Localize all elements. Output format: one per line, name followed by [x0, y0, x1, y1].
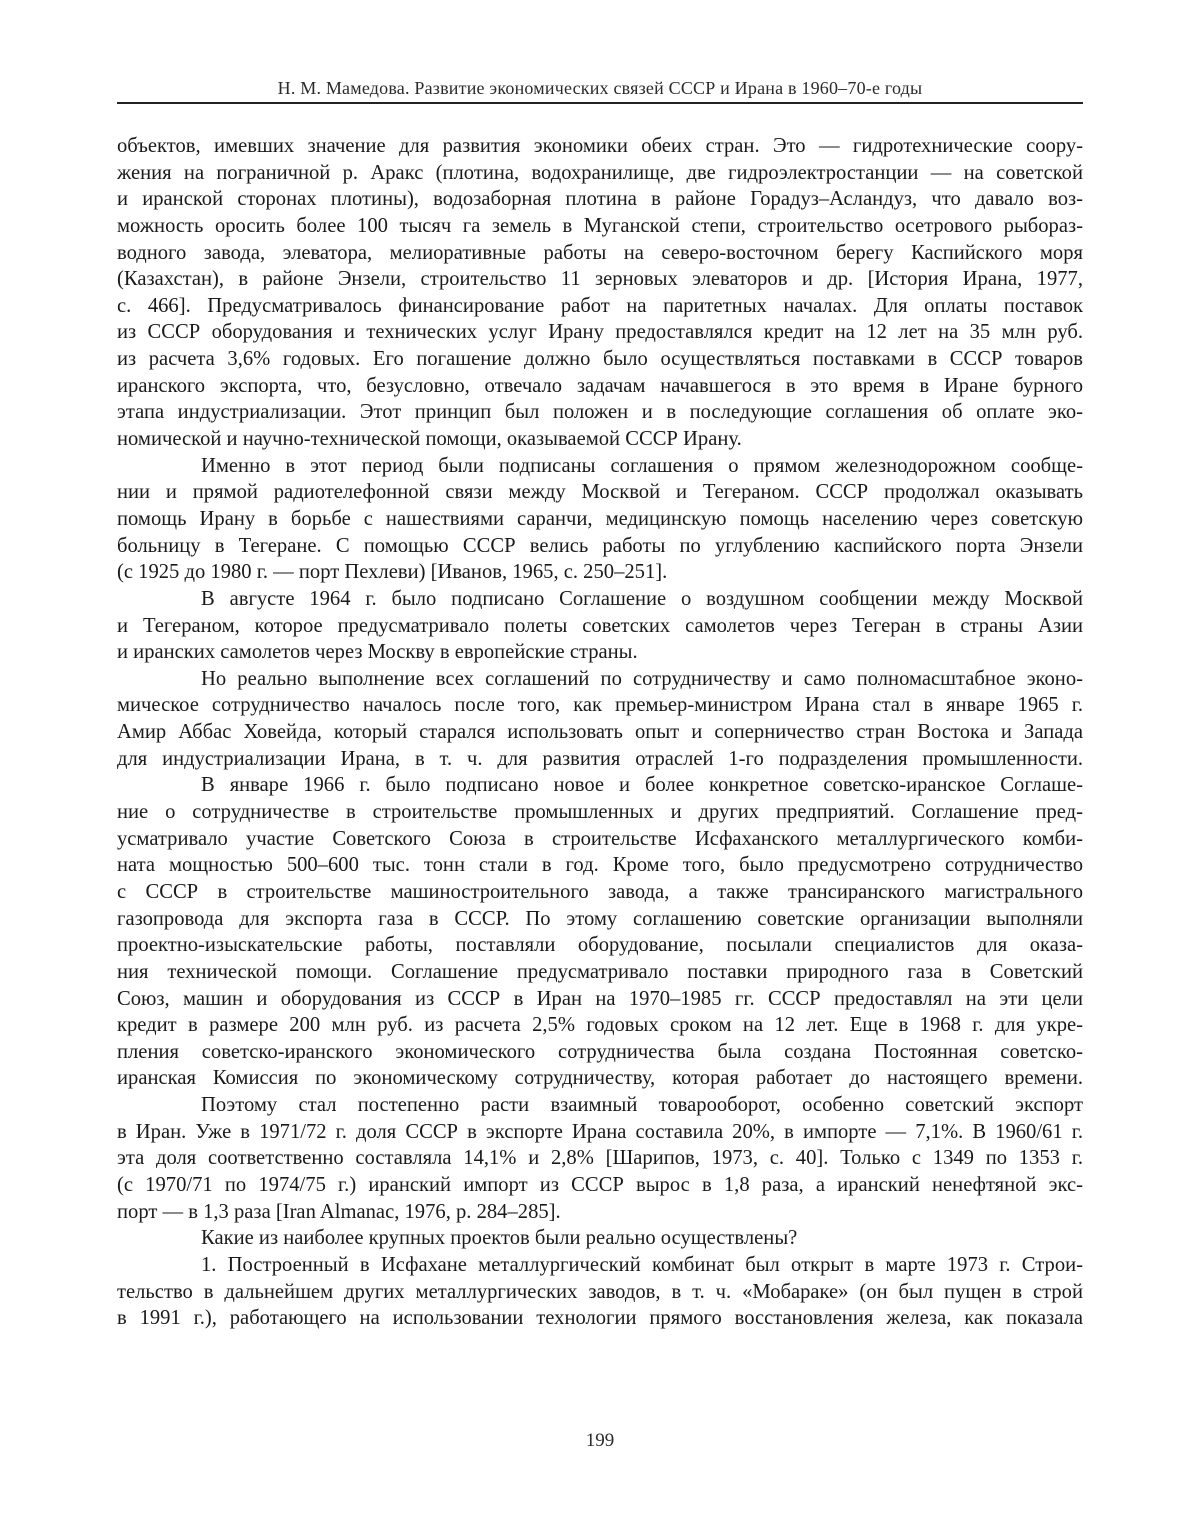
text-line: помощь Ирану в борьбе с нашествиями саранчи, медицинскую помощь населению через советскую	[117, 507, 1083, 530]
text-line: ния технической помощи. Соглашение предусматривало поставки природного газа в Советский	[117, 960, 1083, 983]
text-line: с СССР в строительстве машиностроительного завода, а также трансиранского магистрального	[117, 880, 1083, 903]
text-line: иранского экспорта, что, безусловно, отвечало задачам начавшегося в это время в Иране бурного	[117, 374, 1083, 397]
text-line: из СССР оборудования и технических услуг Ирану предоставлялся кредит на 12 лет на 35 млн руб.	[117, 321, 1083, 344]
text-line: (с 1925 до 1980 г. — порт Пехлеви) [Иванов, 1965, с. 250–251].	[117, 561, 668, 584]
text-line: Союз, машин и оборудования из СССР в Иран на 1970–1985 гг. СССР предоставлял на эти цели	[117, 987, 1083, 1010]
text-line: этапа индустриализации. Этот принцип был положен и в последующие соглашения об оплате эко-	[117, 401, 1083, 424]
text-line: водного завода, элеватора, мелиоративные работы на северо-восточном берегу Каспийского моря	[117, 241, 1083, 264]
text-line: (с 1970/71 по 1974/75 г.) иранский импорт из СССР вырос в 1,8 раза, а иранский ненефтяной экс-	[117, 1173, 1083, 1196]
text-line: иранская Комиссия по экономическому сотрудничеству, которая работает до настоящего времени.	[117, 1067, 1083, 1090]
header-divider	[117, 102, 1083, 104]
text-line: можность оросить более 100 тысяч га земель в Муганской степи, строительство осетрового рыбораз-	[117, 214, 1083, 237]
text-line: пления советско-иранского экономического сотрудничества была создана Постоянная советско-	[117, 1040, 1083, 1063]
text-line: в 1991 г.), работающего на использовании технологии прямого восстановления железа, как показала	[117, 1307, 1083, 1330]
text-line: номической и научно-технической помощи, оказываемой СССР Ирану.	[117, 428, 742, 451]
text-line: ние о сотрудничестве в строительстве промышленных и других предприятий. Соглашение пред-	[117, 801, 1083, 824]
text-line: тельство в дальнейшем других металлургических заводов, в т. ч. «Мобараке» (он был пущен в строй	[117, 1280, 1083, 1303]
text-line: проектно-изыскательские работы, поставляли оборудование, посылали специалистов для оказа-	[117, 934, 1083, 957]
text-line: и иранской сторонах плотины), водозаборная плотина в районе Горадуз–Асландуз, что давало воз-	[117, 188, 1083, 211]
text-line: для индустриализации Ирана, в т. ч. для развития отраслей 1-го подразделения промышленности.	[117, 747, 1083, 770]
text-line: и иранских самолетов через Москву в европейские страны.	[117, 641, 638, 664]
text-line: и Тегераном, которое предусматривало полеты советских самолетов через Тегеран в страны Азии	[117, 614, 1083, 637]
text-line: больницу в Тегеране. С помощью СССР велись работы по углублению каспийского порта Энзели	[117, 534, 1083, 557]
text-line: нии и прямой радиотелефонной связи между Москвой и Тегераном. СССР продолжал оказывать	[117, 481, 1083, 504]
text-line: кредит в размере 200 млн руб. из расчета 2,5% годовых сроком на 12 лет. Еще в 1968 г. для укре-	[117, 1014, 1083, 1037]
text-line: порт — в 1,3 раза [Iran Almanac, 1976, p. 284–285].	[117, 1200, 561, 1223]
paragraph-start-line: Но реально выполнение всех соглашений по сотрудничеству и само полномасштабное эконо-	[201, 667, 1083, 690]
text-line: жения на пограничной р. Аракс (плотина, водохранилище, две гидроэлектростанции — на советской	[117, 161, 1083, 184]
paragraph-start-line: 1. Построенный в Исфахане металлургический комбинат был открыт в марте 1973 г. Строи-	[201, 1253, 1083, 1276]
text-line: с. 466]. Предусматривалось финансирование работ на паритетных началах. Для оплаты поставок	[117, 294, 1083, 317]
paragraph-start-line: В августе 1964 г. было подписано Соглашение о воздушном сообщении между Москвой	[201, 587, 1083, 610]
text-line: ната мощностью 500–600 тыс. тонн стали в год. Кроме того, было предусмотрено сотрудничество	[117, 854, 1083, 877]
page-number: 199	[585, 1430, 615, 1451]
text-line: в Иран. Уже в 1971/72 г. доля СССР в экспорте Ирана составила 20%, в импорте — 7,1%. В 1960/61 г.	[117, 1120, 1083, 1143]
text-line: объектов, имевших значение для развития экономики обеих стран. Это — гидротехнические соору-	[117, 135, 1083, 157]
text-line: из расчета 3,6% годовых. Его погашение должно было осуществляться поставками в СССР товаров	[117, 348, 1083, 371]
running-header: Н. М. Мамедова. Развитие экономических связей СССР и Ирана в 1960–70-е годы	[277, 78, 923, 98]
paragraph-start-line: Поэтому стал постепенно расти взаимный товарооборот, особенно советский экспорт	[201, 1094, 1083, 1117]
text-line: эта доля соответственно составляла 14,1% и 2,8% [Шарипов, 1973, с. 40]. Только с 1349 по 1353 г.	[117, 1147, 1083, 1170]
body-text	[117, 133, 1083, 1332]
text-line: мическое сотрудничество началось после того, как премьер-министром Ирана стал в январе 1965 г.	[117, 694, 1083, 717]
text-line: (Казахстан), в районе Энзели, строительство 11 зерновых элеваторов и др. [История Ирана, 1977,	[117, 268, 1083, 291]
paragraph-start-line: В январе 1966 г. было подписано новое и более конкретное советско-иранское Соглаше-	[201, 774, 1083, 797]
text-line: Амир Аббас Ховейда, который старался использовать опыт и соперничество стран Востока и Запада	[117, 721, 1083, 744]
paragraph-start-line: Именно в этот период были подписаны соглашения о прямом железнодорожном сообще-	[201, 454, 1083, 477]
text-line: усматривало участие Советского Союза в строительстве Исфаханского металлургического комби-	[117, 827, 1083, 850]
paragraph-start-line: Какие из наиболее крупных проектов были реально осуществлены?	[201, 1227, 798, 1250]
text-line: газопровода для экспорта газа в СССР. По этому соглашению советские организации выполняли	[117, 907, 1083, 930]
